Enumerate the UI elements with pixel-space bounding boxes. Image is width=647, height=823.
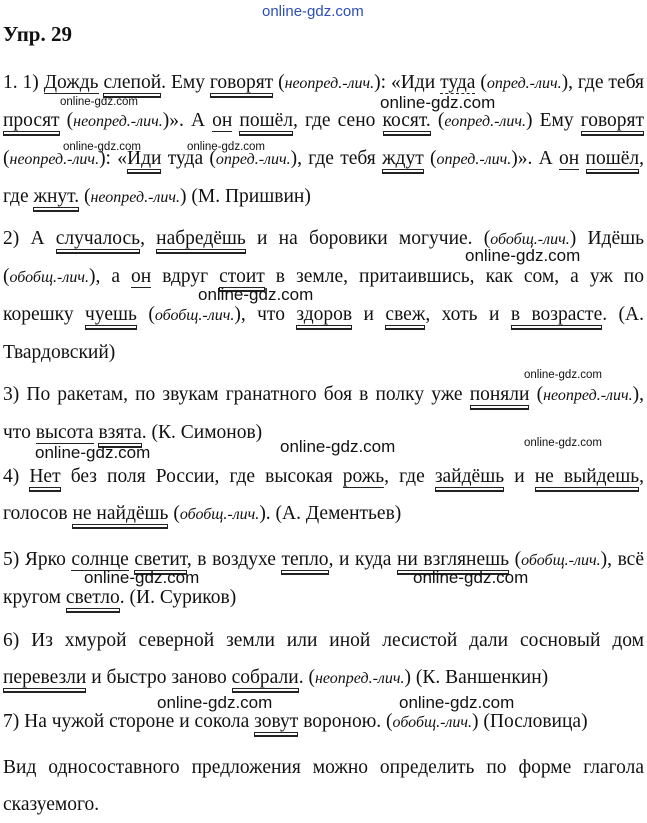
predicate-word: тепло [281, 549, 329, 570]
predicate-word: Иди [127, 148, 162, 169]
predicate-word: говорят [209, 72, 274, 93]
sentence-type-label: неопред.-лич. [9, 151, 100, 168]
sentence-type-label: обобщ.-лич. [392, 714, 473, 731]
predicate-word: чуешь [85, 304, 137, 325]
predicate-word: говорят [580, 110, 645, 131]
subject-word: Дождь [43, 72, 99, 93]
predicate-word: перевезли [3, 667, 87, 688]
text-segment: ( [273, 72, 285, 93]
text-segment: вороною. ( [298, 711, 393, 732]
predicate-word: Нет [29, 466, 61, 487]
text-segment: 1. 1) [3, 72, 44, 93]
text-segment: ) Идёшь ( [3, 228, 645, 287]
predicate-word: не найдёшь [72, 503, 169, 524]
predicate-word: косят. [382, 110, 431, 131]
text-segment: 3) По ракетам, по звукам гранатного боя в полку уже [3, 384, 470, 405]
text-segment: . (К. Симонов) [141, 422, 263, 443]
watermark: online-gdz.com [280, 437, 396, 456]
predicate-word: светло [65, 587, 120, 608]
adverbial-word: туда [440, 72, 476, 93]
exercise-title: Упр. 29 [3, 22, 72, 46]
sentence-6 [3, 622, 644, 697]
subject-word: он [559, 148, 580, 169]
text-segment: 7) На чужой стороне и сокола [3, 711, 255, 732]
text-segment: ): « [99, 148, 128, 169]
predicate-word: пошёл [239, 110, 293, 131]
sentence-type-label: опред.-лич. [436, 151, 512, 168]
text-segment [579, 148, 585, 169]
predicate-word: ни взглянешь [396, 549, 510, 570]
text-segment: ): «Иди [374, 72, 441, 93]
text-segment: ), а [88, 266, 132, 287]
text-segment: , [140, 228, 157, 249]
watermark: online-gdz.com [60, 96, 138, 108]
text-segment: , хоть и [425, 304, 511, 325]
text-segment: ( [79, 186, 91, 207]
watermark: online-gdz.com [413, 568, 529, 587]
text-segment: 2) А [3, 228, 56, 249]
watermark: online-gdz.com [524, 437, 602, 449]
predicate-word: жнут. [33, 186, 80, 207]
text-segment: . ( [298, 667, 315, 688]
watermark: online-gdz.com [63, 141, 141, 153]
sentence-type-label: обобщ.-лич. [179, 506, 260, 523]
watermark: online-gdz.com [198, 285, 314, 304]
text-segment: ( [509, 549, 522, 570]
predicate-word: слепой [103, 72, 162, 93]
predicate-word: собрали [231, 667, 299, 688]
sentence-type-label: обобщ.-лич. [521, 552, 601, 569]
predicate-word: случалось [55, 228, 141, 249]
watermark: online-gdz.com [465, 246, 581, 265]
conclusion-note: Вид односоставного предложения можно определить по форме глагола сказуемого. [3, 757, 644, 815]
watermark: online-gdz.com [187, 141, 265, 153]
predicate-word: ждут [382, 148, 424, 169]
sentence-type-label: неопред.-лич. [90, 189, 181, 206]
predicate-word: поняли [469, 384, 530, 405]
sentence-type-label: опред.-лич. [215, 151, 291, 168]
sentence-type-label: опред.-лич. [486, 75, 562, 92]
sentence-4 [3, 458, 644, 533]
predicate-word: взята [98, 422, 142, 443]
sentence-7 [3, 703, 644, 741]
sentence-type-label: неопред.-лич. [284, 75, 375, 92]
text-segment: , и куда [328, 549, 397, 570]
text-segment: 5) Ярко [3, 549, 72, 570]
predicate-word: набредёшь [156, 228, 246, 249]
predicate-word: светит [134, 549, 187, 570]
sentence-type-label: еопред.-лич. [444, 113, 526, 130]
text-segment: и [504, 466, 535, 487]
text-segment: . (И. Суриков) [119, 587, 237, 608]
text-segment: , где [3, 148, 644, 207]
watermark: online-gdz.com [399, 693, 515, 712]
text-segment: ), всё кругом [3, 549, 644, 608]
text-segment: . (А. Твардовский) [3, 304, 644, 363]
text-segment: и на боровики могучие. ( [245, 228, 491, 249]
predicate-word: не выйдешь [534, 466, 640, 487]
watermark: online-gdz.com [524, 369, 602, 381]
text-segment: ( [475, 72, 487, 93]
watermark: online-gdz.com [35, 443, 151, 462]
subject-word: высота [35, 422, 94, 443]
text-segment: 4) [3, 466, 30, 487]
watermark: online-gdz.com [84, 568, 200, 587]
text-segment: туда ( [161, 148, 216, 169]
predicate-word: зовут [254, 711, 299, 732]
text-segment: , где [384, 466, 435, 487]
text-segment: ), где тебя [290, 148, 383, 169]
sentence-type-label: обобщ.-лич. [9, 269, 89, 286]
text-segment: ) (К. Ваншенкин) [404, 667, 549, 688]
text-segment: . Ему [161, 72, 210, 93]
predicate-word: в возрасте [510, 304, 603, 325]
sentence-2 [3, 220, 644, 371]
predicate-word: стоит [219, 266, 265, 287]
text-segment: )». А [162, 110, 213, 131]
text-segment: ) (М. Пришвин) [180, 186, 311, 207]
sentence-type-label: неопред.-лич. [314, 670, 405, 687]
text-segment: ( [423, 148, 437, 169]
text-segment: ). (А. Дементьев) [259, 503, 402, 524]
text-segment: и быстро заново [86, 667, 232, 688]
predicate-word: зайдёшь [434, 466, 505, 487]
predicate-word: свеж [385, 304, 426, 325]
text-segment: ), где тебя [561, 72, 644, 93]
predicate-word: здоров [296, 304, 353, 325]
text-segment: без поля России, где высокая [60, 466, 343, 487]
subject-word: солнце [71, 549, 129, 570]
text-segment: ( [529, 384, 544, 405]
text-segment: 6) Из хмурой северной земли или иной лесистой дали сосновый дом [3, 630, 644, 651]
text-segment: ( [59, 110, 74, 131]
text-segment: , в воздухе [186, 549, 282, 570]
text-segment: ( [136, 304, 155, 325]
text-segment: ( [3, 148, 10, 169]
text-segment: ) (Пословица) [472, 711, 588, 732]
text-segment: )». А [511, 148, 560, 169]
subject-word: рожь [342, 466, 385, 487]
text-segment: и [352, 304, 386, 325]
sentence-type-label: неопред.-лич. [73, 113, 163, 130]
watermark-top: online-gdz.com [262, 3, 364, 20]
sentence-type-label: неопред.-лич. [543, 387, 633, 404]
subject-word: он [131, 266, 152, 287]
text-segment: в земле, притаившись, как сом, а уж по корешку [3, 266, 644, 325]
text-segment: ), что [3, 384, 645, 443]
subject-word: он [212, 110, 233, 131]
text-segment: , где сено [293, 110, 383, 131]
predicate-word: пошёл [585, 148, 640, 169]
text-segment: , голосов [3, 466, 644, 524]
text-segment: ( [168, 503, 180, 524]
text-segment: вдруг [151, 266, 220, 287]
watermark: online-gdz.com [157, 693, 273, 712]
text-segment: ) Ему [526, 110, 581, 131]
sentence-type-label: обобщ.-лич. [490, 231, 570, 248]
sentence-1 [3, 64, 644, 216]
text-segment: ( [430, 110, 445, 131]
predicate-word: просят [3, 110, 60, 131]
watermark: online-gdz.com [380, 93, 496, 112]
sentence-type-label: обобщ.-лич. [154, 307, 235, 324]
text-segment: ), что [234, 304, 297, 325]
